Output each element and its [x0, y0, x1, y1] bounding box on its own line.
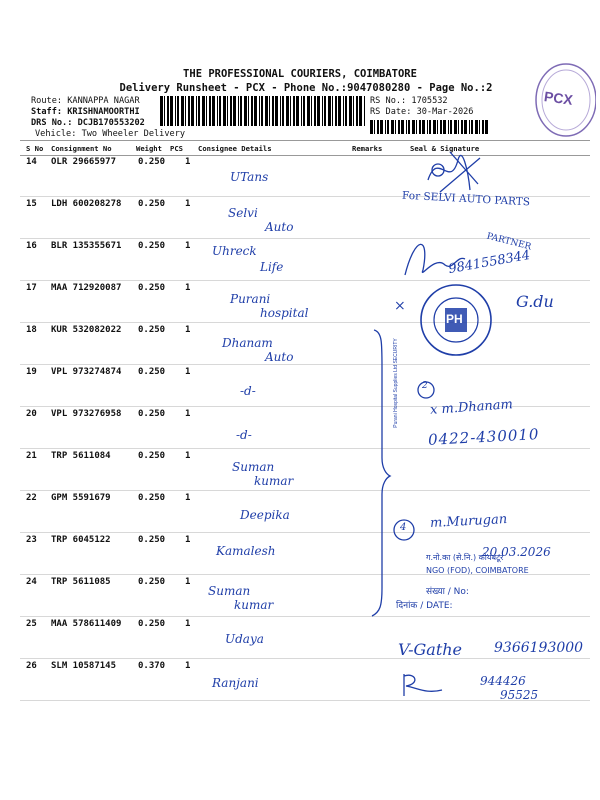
row-pcs: 1 — [185, 451, 191, 461]
row-weight: 0.250 — [138, 493, 166, 503]
row-consignee-line1: Dhanam — [222, 336, 273, 350]
row-weight: 0.250 — [138, 325, 166, 335]
row-weight: 0.250 — [138, 619, 166, 629]
row-pcs: 1 — [185, 283, 191, 293]
row-weight: 0.250 — [138, 241, 166, 251]
drs-barcode — [160, 96, 365, 126]
pcx-stamp-text: PCX — [543, 88, 574, 108]
row-consignment: TRP 6045122 — [51, 535, 111, 545]
row-sno: 20 — [26, 409, 37, 419]
selvi-auto-stamp: For SELVI AUTO PARTS — [401, 189, 531, 209]
signature-scribble-26 — [398, 670, 448, 700]
barcode-right-graphic — [370, 120, 490, 134]
row-pcs: 1 — [185, 325, 191, 335]
security-seal-center: PH — [446, 312, 463, 326]
row-pcs: 1 — [185, 409, 191, 419]
row-sno: 14 — [26, 157, 37, 167]
row-consignee-line1: UTans — [230, 170, 269, 184]
phone-0422: 0422-430010 — [427, 425, 540, 449]
row-consignment: TRP 5611085 — [51, 577, 111, 587]
row-consignee-line2: Life — [260, 260, 284, 274]
table-row — [20, 322, 590, 365]
col-pcs: PCS — [170, 144, 183, 153]
signature-m-dhanam: x m.Dhanam — [429, 397, 514, 418]
table-row — [20, 448, 590, 491]
row-sno: 15 — [26, 199, 37, 209]
row-consignment: MAA 712920087 — [51, 283, 122, 293]
row-sno: 16 — [26, 241, 37, 251]
drs-line — [31, 118, 145, 128]
barcode-left-graphic — [160, 96, 365, 126]
staff-label: Staff: — [31, 107, 63, 117]
rs-date: RS Date: 30-Mar-2026 — [370, 107, 474, 117]
row-consignee-line1: Purani — [230, 292, 271, 306]
row-consignee-line1: Deepika — [240, 508, 290, 522]
row-consignment: VPL 973274874 — [51, 367, 122, 377]
row-pcs: 1 — [185, 199, 191, 209]
row-consignee-line1: Uhreck — [212, 244, 257, 258]
row-consignee-line1: Selvi — [228, 206, 258, 220]
table-row — [20, 280, 590, 323]
ngo-stamp-date: दिनांक / DATE: — [396, 601, 453, 611]
row-consignee-line1: -d- — [236, 428, 252, 442]
signature-m-murugan: m.Murugan — [429, 511, 508, 532]
bracket-mark — [368, 328, 392, 618]
drs-number: DCJB170553202 — [77, 118, 145, 128]
table-row — [20, 574, 590, 617]
row-consignee-line2: Auto — [265, 220, 294, 234]
row-sno: 25 — [26, 619, 37, 629]
circle-mark-4-text: 4 — [400, 522, 407, 533]
col-consignee: Consignee Details — [198, 144, 272, 153]
row-weight: 0.250 — [138, 409, 166, 419]
row-pcs: 1 — [185, 619, 191, 629]
ngo-stamp-line2: NGO (FOD), COIMBATORE — [426, 566, 529, 575]
row-sno: 19 — [26, 367, 37, 377]
col-remarks: Remarks — [352, 144, 383, 153]
row-pcs: 1 — [185, 661, 191, 671]
security-seal-ring: Purani Hospital Supplies Ltd SECURITY — [393, 338, 399, 428]
row-weight: 0.370 — [138, 661, 166, 671]
row-weight: 0.250 — [138, 535, 166, 545]
staff-name: KRISHNAMOORTHI — [67, 107, 140, 117]
col-seal-signature: Seal & Signature — [410, 144, 480, 153]
row-consignment: KUR 532082022 — [51, 325, 122, 335]
row-sno: 21 — [26, 451, 37, 461]
date-2026: 20.03.2026 — [482, 545, 551, 559]
vehicle-label: Vehicle: Two Wheeler Delivery — [35, 129, 186, 139]
row-sno: 22 — [26, 493, 37, 503]
col-weight: Weight — [136, 144, 162, 153]
row-sno: 17 — [26, 283, 37, 293]
row-weight: 0.250 — [138, 367, 166, 377]
row-consignee-line1: -d- — [240, 384, 256, 398]
pcx-stamp — [530, 62, 596, 140]
row-consignee-line2: kumar — [254, 474, 294, 488]
partner-stamp: PARTNER — [485, 231, 533, 253]
row-consignee-line2: kumar — [234, 598, 274, 612]
row-consignee-line1: Kamalesh — [216, 544, 276, 558]
row-consignment: VPL 973276958 — [51, 409, 122, 419]
row-consignee-line1: Suman — [208, 584, 251, 598]
row-weight: 0.250 — [138, 283, 166, 293]
partner-signature — [395, 225, 475, 285]
runsheet-title: THE PROFESSIONAL COURIERS, COIMBATORE — [183, 68, 417, 80]
circle-mark-2-text: 2 — [422, 381, 428, 391]
signature-g-du: G.du — [516, 292, 554, 311]
row-weight: 0.250 — [138, 199, 166, 209]
row-consignee-line1: Udaya — [225, 632, 264, 646]
ngo-stamp-line1: ग.नो.का (से.नि.) कोयंबटूर — [426, 553, 504, 562]
rs-number: RS No.: 1705532 — [370, 96, 448, 106]
row-consignment: TRP 5611084 — [51, 451, 111, 461]
row-weight: 0.250 — [138, 157, 166, 167]
row-consignee-line1: Suman — [232, 460, 275, 474]
drs-label: DRS No.: — [31, 118, 73, 128]
phone-944: 944426 — [480, 674, 526, 688]
rs-barcode — [370, 119, 490, 133]
row-pcs: 1 — [185, 367, 191, 377]
phone-955: 95525 — [500, 688, 539, 702]
row-sno: 24 — [26, 577, 37, 587]
col-sno: S No — [26, 144, 44, 153]
row-weight: 0.250 — [138, 577, 166, 587]
row-consignment: GPM 5591679 — [51, 493, 111, 503]
row-consignee-line2: hospital — [260, 306, 309, 320]
row-consignment: SLM 10587145 — [51, 661, 117, 671]
row-consignee-line2: Auto — [265, 350, 294, 364]
table-row — [20, 154, 590, 197]
row-consignment: MAA 578611409 — [51, 619, 122, 629]
row-pcs: 1 — [185, 493, 191, 503]
row-pcs: 1 — [185, 577, 191, 587]
phone-936: 9366193000 — [494, 640, 584, 656]
row-consignee-line1: Ranjani — [212, 676, 259, 690]
runsheet-subtitle: Delivery Runsheet - PCX - Phone No.:9047080280 - Page No.:2 — [119, 82, 493, 94]
signature-v-gathe: V-Gathe — [398, 640, 463, 659]
row-consignment: LDH 600208278 — [51, 199, 122, 209]
row-weight: 0.250 — [138, 451, 166, 461]
ngo-stamp-number: संख्या / No: — [426, 587, 469, 597]
row-consignment: BLR 135355671 — [51, 241, 122, 251]
cross-mark-17: × — [394, 298, 406, 314]
staff-line — [31, 107, 140, 117]
col-consignment: Consignment No — [51, 144, 112, 153]
partner-phone: 9841558344 — [447, 247, 532, 278]
row-sno: 26 — [26, 661, 37, 671]
route-label: Route: KANNAPPA NAGAR — [31, 96, 140, 106]
row-sno: 23 — [26, 535, 37, 545]
row-pcs: 1 — [185, 241, 191, 251]
row-sno: 18 — [26, 325, 37, 335]
row-pcs: 1 — [185, 157, 191, 167]
row-consignment: OLR 29665977 — [51, 157, 117, 167]
row-pcs: 1 — [185, 535, 191, 545]
